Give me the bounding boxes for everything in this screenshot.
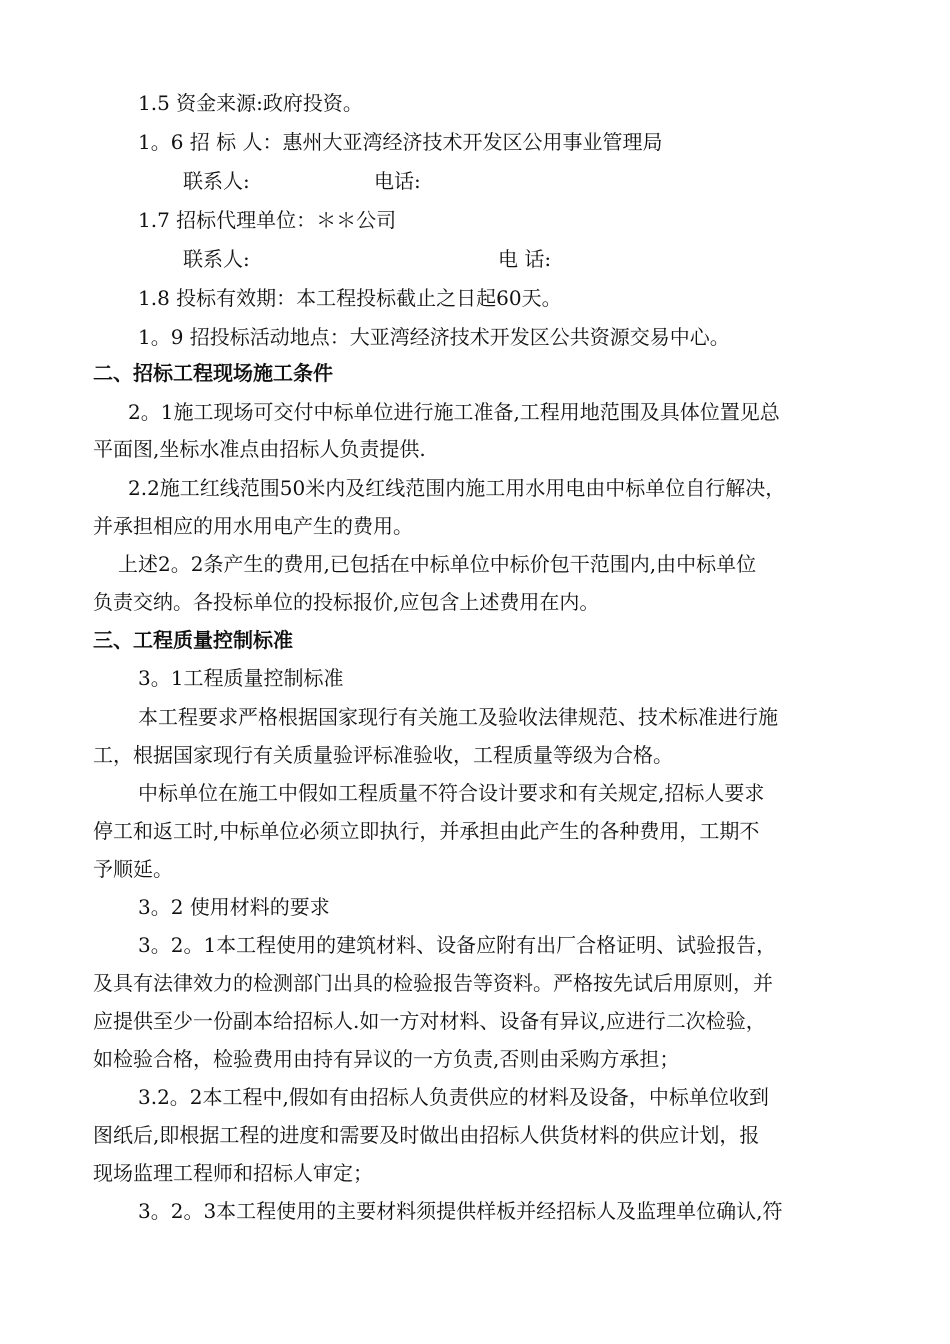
text-line: 并承担相应的用水用电产生的费用。: [93, 514, 413, 538]
contact-person-label: 联系人:: [183, 247, 250, 271]
text-line: 上述2。2条产生的费用,已包括在中标单位中标价包干范围内,由中标单位: [118, 552, 757, 576]
text-line: 及具有法律效力的检测部门出具的检验报告等资料。严格按先试后用原则，并: [93, 971, 773, 995]
contact-phone-label: 电话:: [374, 169, 421, 193]
text-line: 工，根据国家现行有关质量验评标准验收，工程质量等级为合格。: [93, 743, 673, 767]
contact-phone-label: 电 话:: [498, 247, 552, 271]
text-line: 予顺延。: [93, 857, 173, 881]
text-line: 本工程要求严格根据国家现行有关施工及验收法律规范、技术标准进行施: [138, 705, 778, 729]
section-heading: 三、工程质量控制标准: [93, 628, 293, 652]
text-line: 中标单位在施工中假如工程质量不符合设计要求和有关规定,招标人要求: [138, 781, 765, 805]
text-line: 3。2。3本工程使用的主要材料须提供样板并经招标人及监理单位确认,符: [138, 1199, 783, 1223]
text-line: 1。6 招 标 人：惠州大亚湾经济技术开发区公用事业管理局: [138, 130, 663, 154]
text-line: 3。2 使用材料的要求: [138, 895, 330, 919]
text-line: 3。1工程质量控制标准: [138, 666, 344, 690]
text-line: 2。1施工现场可交付中标单位进行施工准备,工程用地范围及具体位置见总: [128, 400, 780, 424]
text-line: 如检验合格，检验费用由持有异议的一方负责,否则由采购方承担；: [93, 1047, 680, 1071]
text-line: 现场监理工程师和招标人审定；: [93, 1161, 373, 1185]
text-line: 负责交纳。各投标单位的投标报价,应包含上述费用在内。: [93, 590, 600, 614]
text-line: 1。9 招投标活动地点：大亚湾经济技术开发区公共资源交易中心。: [138, 325, 730, 349]
text-line: 1.5 资金来源:政府投资。: [138, 91, 363, 115]
text-line: 停工和返工时,中标单位必须立即执行，并承担由此产生的各种费用，工期不: [93, 819, 760, 843]
text-line: 1.8 投标有效期：本工程投标截止之日起60天。: [138, 286, 562, 310]
text-line: 应提供至少一份副本给招标人.如一方对材料、设备有异议,应进行二次检验，: [93, 1009, 766, 1033]
text-line: 3.2。2本工程中,假如有由招标人负责供应的材料及设备，中标单位收到: [138, 1085, 769, 1109]
text-line: 3。2。1本工程使用的建筑材料、设备应附有出厂合格证明、试验报告，: [138, 933, 777, 957]
contact-person-label: 联系人:: [183, 169, 250, 193]
text-line: 2.2施工红线范围50米内及红线范围内施工用水用电由中标单位自行解决，: [128, 476, 786, 500]
text-line: 图纸后,即根据工程的进度和需要及时做出由招标人供货材料的供应计划，报: [93, 1123, 760, 1147]
section-heading: 二、招标工程现场施工条件: [93, 361, 333, 385]
text-line: 1.7 招标代理单位：＊＊公司: [138, 208, 397, 232]
text-line: 平面图,坐标水准点由招标人负责提供.: [93, 437, 426, 461]
